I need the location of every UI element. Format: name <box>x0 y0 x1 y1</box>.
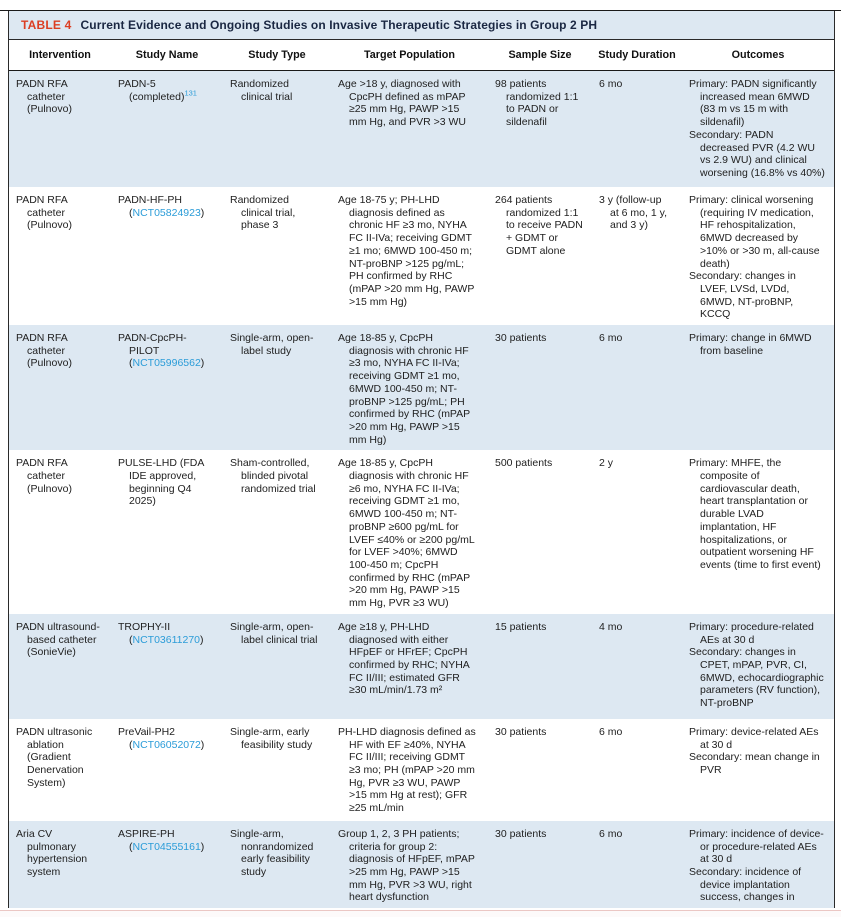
cell-intervention <box>9 614 111 719</box>
table-title-band <box>9 11 834 40</box>
sample-size-text: 98 patients randomized 1:1 to PADN or sildenafil <box>495 78 579 129</box>
table-row <box>9 719 834 821</box>
table-row <box>9 71 834 187</box>
cell-study-type <box>223 450 331 613</box>
outcome-text: Primary: change in 6MWD from baseline <box>689 332 812 357</box>
study-type-text: Single-arm, early feasibility study <box>230 725 313 751</box>
cell-study-type <box>223 325 331 450</box>
cell-outcomes <box>682 71 834 187</box>
cell-study-duration <box>592 325 682 450</box>
outcome-text: Primary: PADN significantly increased mean 6MWD (83 m vs 15 m with sildenafil) <box>689 78 817 129</box>
outcome-text: Primary: incidence of device- or procedure-related AEs at 30 d <box>689 827 824 866</box>
cell-target-population <box>331 187 488 325</box>
cell-intervention <box>9 187 111 325</box>
table-row <box>9 614 834 719</box>
study-type-text: Randomized clinical trial <box>230 78 293 103</box>
study-type-text: Single-arm, open-label clinical trial <box>230 620 318 646</box>
cell-study-type <box>223 821 331 908</box>
column-header-study-duration: Study Duration <box>598 49 676 61</box>
target-population-text: Age ≥18 y, PH-LHD diagnosed with either HFpEF or HFrEF; CpcPH confirmed by RHC; NYHA FC II/III; estimated GFR ≥30 mL/min/1.73 m² <box>338 620 470 697</box>
cell-target-population <box>331 71 488 187</box>
study-type-text: Randomized clinical trial, phase 3 <box>230 194 296 232</box>
cell-intervention <box>9 325 111 450</box>
cell-study-duration <box>592 719 682 821</box>
cell-study-type <box>223 71 331 187</box>
outcome-text: Secondary: changes in LVEF, LVSd, LVDd, 6MWD, NT-proBNP, KCCQ <box>689 270 796 321</box>
cell-study-name <box>111 821 223 908</box>
cell-study-duration <box>592 614 682 719</box>
column-header-intervention: Intervention <box>29 49 91 61</box>
cell-target-population <box>331 719 488 821</box>
cell-study-name <box>111 325 223 450</box>
study-duration-text: 2 y <box>599 457 614 470</box>
cell-study-name <box>111 719 223 821</box>
cell-study-duration <box>592 821 682 908</box>
cell-sample-size <box>488 450 592 613</box>
intervention-text: PADN ultrasonic ablation (Gradient Denervation System) <box>16 725 93 789</box>
cell-sample-size <box>488 187 592 325</box>
target-population-text: Group 1, 2, 3 PH patients; criteria for group 2: diagnosis of HFpEF, mPAP >25 mm Hg, PAWP >15 mm Hg, PVR >3 WU, right heart dysfunction <box>338 827 475 904</box>
cell-sample-size <box>488 71 592 187</box>
study-name-text: ASPIRE-PH (NCT04555161) <box>118 827 205 853</box>
cell-sample-size <box>488 719 592 821</box>
cell-intervention <box>9 821 111 908</box>
cell-sample-size <box>488 325 592 450</box>
study-duration-text: 4 mo <box>599 620 623 633</box>
table-row <box>9 187 834 325</box>
intervention-text: Aria CV pulmonary hypertension system <box>16 827 88 878</box>
study-name-text: PADN-HF-PH (NCT05824923) <box>118 194 205 219</box>
sample-size-text: 15 patients <box>495 620 547 633</box>
nct-registry-link[interactable]: NCT04555161 <box>132 840 201 853</box>
study-duration-text: 6 mo <box>599 725 623 738</box>
table-body <box>9 71 834 908</box>
nct-registry-link[interactable]: NCT06052072 <box>132 738 201 751</box>
intervention-text: PADN ultrasound-based catheter (SonieVie) <box>16 620 100 659</box>
column-header-study-name: Study Name <box>135 49 199 61</box>
outcome-text: Primary: procedure-related AEs at 30 d <box>689 620 814 646</box>
cell-target-population <box>331 450 488 613</box>
table-row <box>9 821 834 908</box>
cell-study-duration <box>592 71 682 187</box>
study-name-text: PADN-5 (completed)$^{131}$ <box>118 78 197 103</box>
nct-registry-link[interactable]: NCT03611270 <box>132 633 201 646</box>
cell-study-type <box>223 614 331 719</box>
page-bottom-edge <box>0 910 841 917</box>
study-duration-text: 6 mo <box>599 827 623 840</box>
column-header-outcomes: Outcomes <box>731 49 785 61</box>
cell-study-type <box>223 719 331 821</box>
cell-target-population <box>331 614 488 719</box>
study-name-text: PULSE-LHD (FDA IDE approved, beginning Q4 2025) <box>118 457 204 508</box>
column-header-row <box>9 40 834 71</box>
study-name-text: TROPHY-II (NCT03611270) <box>118 620 204 646</box>
study-name-text: PADN-CpcPH-PILOT (NCT05996562) <box>118 332 205 370</box>
target-population-text: PH-LHD diagnosis defined as HF with EF ≥40%, NYHA FC II/III; receiving GDMT ≥3 mo; PH (mPAP >20 mm Hg, PVR ≥3 WU, PAWP >15 mm Hg at rest); GFR ≥25 mL/min <box>338 725 476 815</box>
cell-sample-size <box>488 614 592 719</box>
target-population-text: Age 18-85 y, CpcPH diagnosis with chronic HF ≥6 mo, NYHA FC II-IVa; receiving GDMT ≥1 mo, 6MWD 100-450 m; NT-proBNP ≥600 pg/mL for LVEF ≤40% or ≥200 pg/mL for LVEF >40%; 6MWD 100-450 m; CpcPH confirmed by RHC (mPAP >20 mm Hg, PAWP >15 mm Hg, PVR ≥3 WU) <box>338 457 475 610</box>
cell-outcomes <box>682 325 834 450</box>
outcome-text: Primary: device-related AEs at 30 d <box>689 725 819 751</box>
table-title: Current Evidence and Ongoing Studies on Invasive Therapeutic Strategies in Group 2 PH <box>80 18 598 32</box>
table-row <box>9 450 834 613</box>
target-population-text: Age >18 y, diagnosed with CpcPH defined as mPAP ≥25 mm Hg, PAWP >15 mm Hg, and PVR >3 WU <box>338 78 466 129</box>
outcome-text: Secondary: incidence of device implantation success, changes in <box>689 865 802 904</box>
outcome-text: Secondary: changes in CPET, mPAP, PVR, CI, 6MWD, echocardiographic parameters (RV function), NT-proBNP <box>689 646 824 710</box>
cell-target-population <box>331 821 488 908</box>
target-population-text: Age 18-75 y; PH-LHD diagnosis defined as chronic HF ≥3 mo, NYHA FC II-IVa; receiving GDMT ≥1 mo; 6MWD 100-450 m; NT-proBNP >125 pg/mL; PH confirmed by RHC (mPAP >20 mm Hg, PAWP >15 mm Hg) <box>338 194 475 308</box>
outcome-text: Primary: clinical worsening (requiring IV medication, HF rehospitalization, 6MWD decreased by >10% or >30 m, all-cause death) <box>689 194 820 270</box>
cell-intervention <box>9 71 111 187</box>
study-type-text: Single-arm, open-label study <box>230 332 314 357</box>
sample-size-text: 30 patients <box>495 332 547 345</box>
study-type-text: Single-arm, nonrandomized early feasibility study <box>230 827 314 878</box>
cell-study-name <box>111 450 223 613</box>
table-row <box>9 325 834 450</box>
cell-outcomes <box>682 450 834 613</box>
cell-study-name <box>111 71 223 187</box>
citation-reference-link[interactable]: 131 <box>184 88 197 98</box>
nct-registry-link[interactable]: NCT05996562 <box>132 357 201 370</box>
cell-target-population <box>331 325 488 450</box>
cell-outcomes <box>682 719 834 821</box>
table-number-tag: TABLE 4 <box>21 18 72 32</box>
cell-sample-size <box>488 821 592 908</box>
nct-registry-link[interactable]: NCT05824923 <box>132 206 201 219</box>
cell-study-duration <box>592 187 682 325</box>
sample-size-text: 30 patients <box>495 827 547 840</box>
sample-size-text: 500 patients <box>495 457 553 470</box>
cell-study-type <box>223 187 331 325</box>
study-duration-text: 6 mo <box>599 78 623 90</box>
intervention-text: PADN RFA catheter (Pulnovo) <box>16 78 72 116</box>
column-header-sample-size: Sample Size <box>508 49 572 61</box>
cell-intervention <box>9 719 111 821</box>
evidence-table <box>8 11 835 908</box>
outcome-text: Secondary: mean change in PVR <box>689 751 820 776</box>
study-duration-text: 6 mo <box>599 332 623 345</box>
outcome-text: Secondary: PADN decreased PVR (4.2 WU vs 2.9 WU) and clinical worsening (16.8% vs 40%) <box>689 128 825 179</box>
outcome-text: Primary: MHFE, the composite of cardiovascular death, heart transplantation or durable LVAD implantation, HF hospitalizations, or outpatient worsening HF events (time to first event) <box>689 457 821 571</box>
cell-outcomes <box>682 187 834 325</box>
target-population-text: Age 18-85 y, CpcPH diagnosis with chronic HF ≥3 mo, NYHA FC II-IVa; receiving GDMT ≥1 mo, 6MWD 100-450 m; NT-proBNP >125 pg/mL; PH confirmed by RHC (mPAP >20 mm Hg, PAWP >15 mm Hg) <box>338 332 470 446</box>
column-header-target-population: Target Population <box>364 49 455 61</box>
cell-study-name <box>111 614 223 719</box>
column-header-study-type: Study Type <box>248 49 306 61</box>
sample-size-text: 30 patients <box>495 725 547 738</box>
cell-study-name <box>111 187 223 325</box>
intervention-text: PADN RFA catheter (Pulnovo) <box>16 457 72 495</box>
intervention-text: PADN RFA catheter (Pulnovo) <box>16 194 72 232</box>
study-duration-text: 3 y (follow-up at 6 mo, 1 y, and 3 y) <box>599 194 667 232</box>
cell-study-duration <box>592 450 682 613</box>
study-name-text: PreVail-PH2 (NCT06052072) <box>118 725 205 751</box>
sample-size-text: 264 patients randomized 1:1 to receive PADN + GDMT or GDMT alone <box>495 194 583 257</box>
cell-intervention <box>9 450 111 613</box>
study-type-text: Sham-controlled, blinded pivotal randomized trial <box>230 457 316 495</box>
intervention-text: PADN RFA catheter (Pulnovo) <box>16 332 72 370</box>
cell-outcomes <box>682 614 834 719</box>
cell-outcomes <box>682 821 834 908</box>
